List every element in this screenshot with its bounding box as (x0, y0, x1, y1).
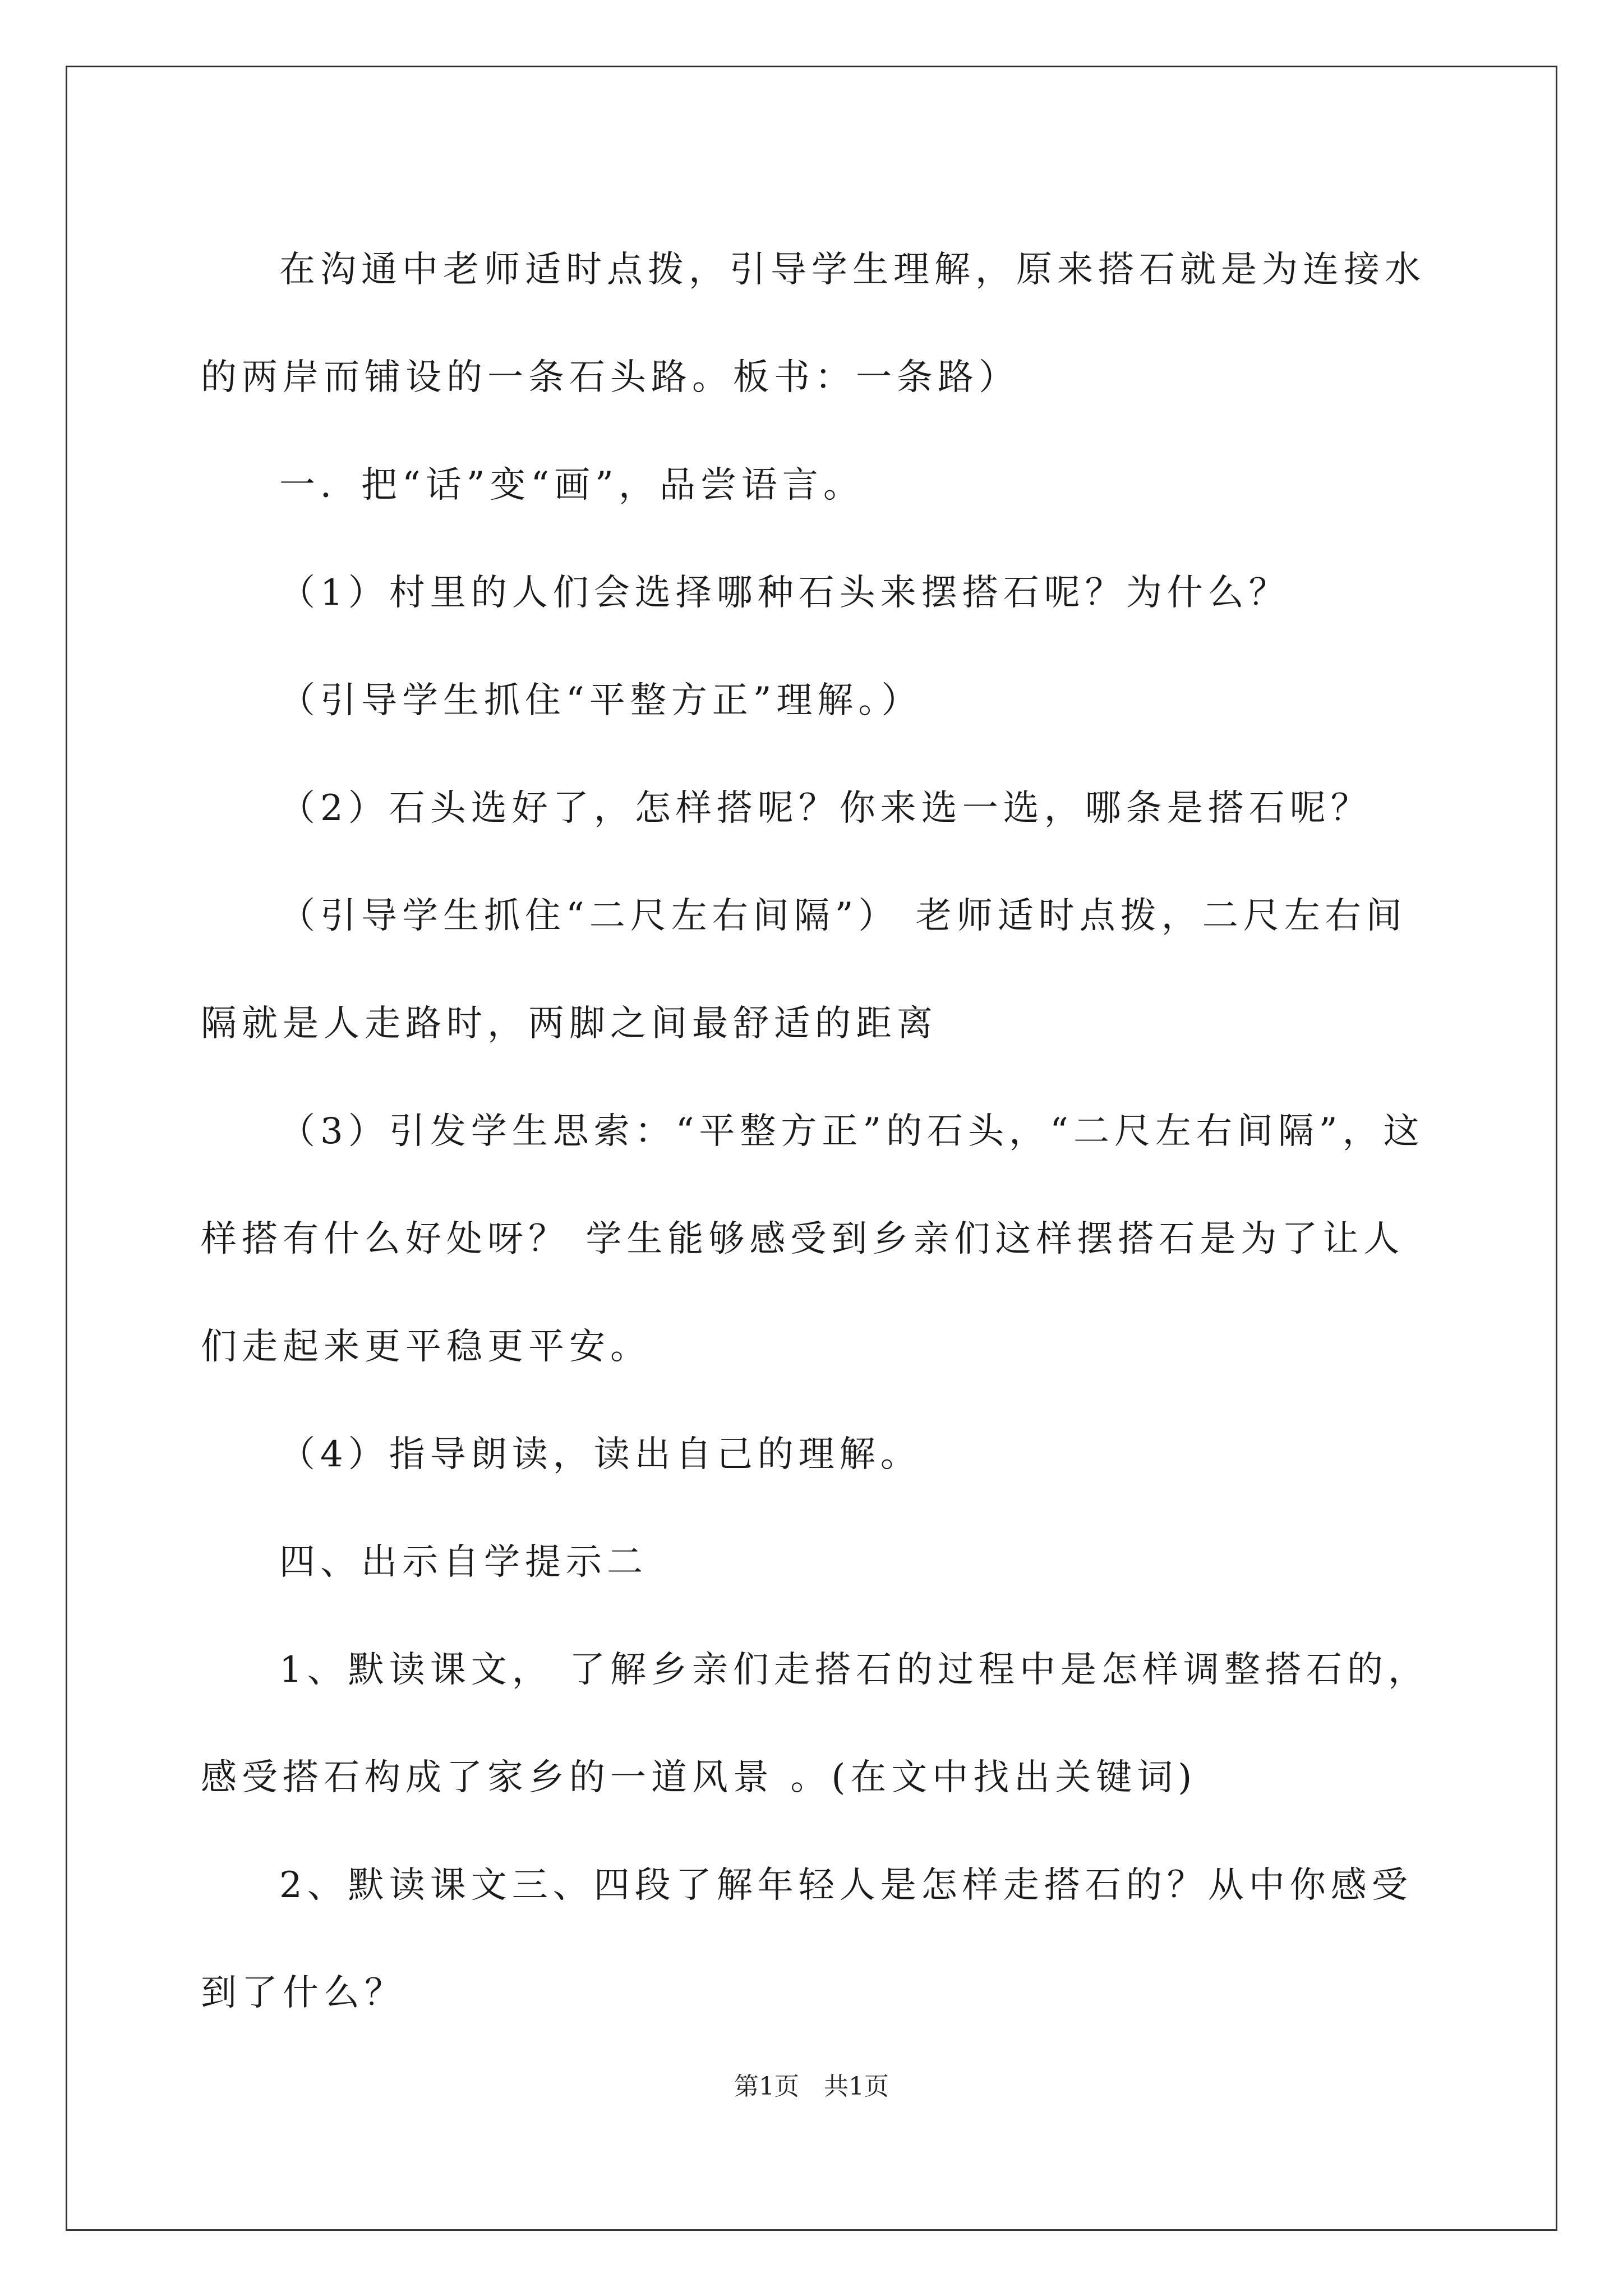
paragraph: （4）指导朗读，读出自己的理解。 (279, 1434, 921, 1475)
paragraph: （1）村里的人们会选择哪种石头来摆搭石呢？为什么？ (279, 572, 1290, 614)
paragraph: 一．把“话”变“画”，品尝语言。 (279, 464, 864, 506)
paragraph: （引导学生抓住“二尺左右间隔”） 老师适时点拨，二尺左右间隔就是人走路时，两脚之间最舒适的距离 (201, 895, 1407, 1045)
paragraph: （3）引发学生思索：“平整方正”的石头，“二尺左右间隔”，这样搭有什么好处呀？ 学生能够感受到乡亲们这样摆搭石是为了让人们走起来更平稳更平安。 (201, 1111, 1424, 1368)
paragraph: 四、出示自学提示二 (279, 1542, 648, 1583)
paragraph: 2、默读课文三、四段了解年轻人是怎样走搭石的？从中你感受到了什么？ (201, 1865, 1413, 2014)
paragraph: （引导学生抓住“平整方正”理解。） (279, 680, 923, 721)
paragraph: 1、默读课文， 了解乡亲们走搭石的过程中是怎样调整搭石的，感受搭石构成了家乡的一道风景 。(在文中找出关键词) (201, 1649, 1430, 1798)
paragraph: （2）石头选好了，怎样搭呢？你来选一选，哪条是搭石呢？ (279, 788, 1372, 829)
document-body (201, 216, 1435, 2047)
paragraph: 在沟通中老师适时点拨，引导学生理解，原来搭石就是为连接水的两岸而铺设的一条石头路。板书：一条路） (201, 249, 1426, 398)
page-number: 第1页 共1页 (734, 2072, 889, 2101)
